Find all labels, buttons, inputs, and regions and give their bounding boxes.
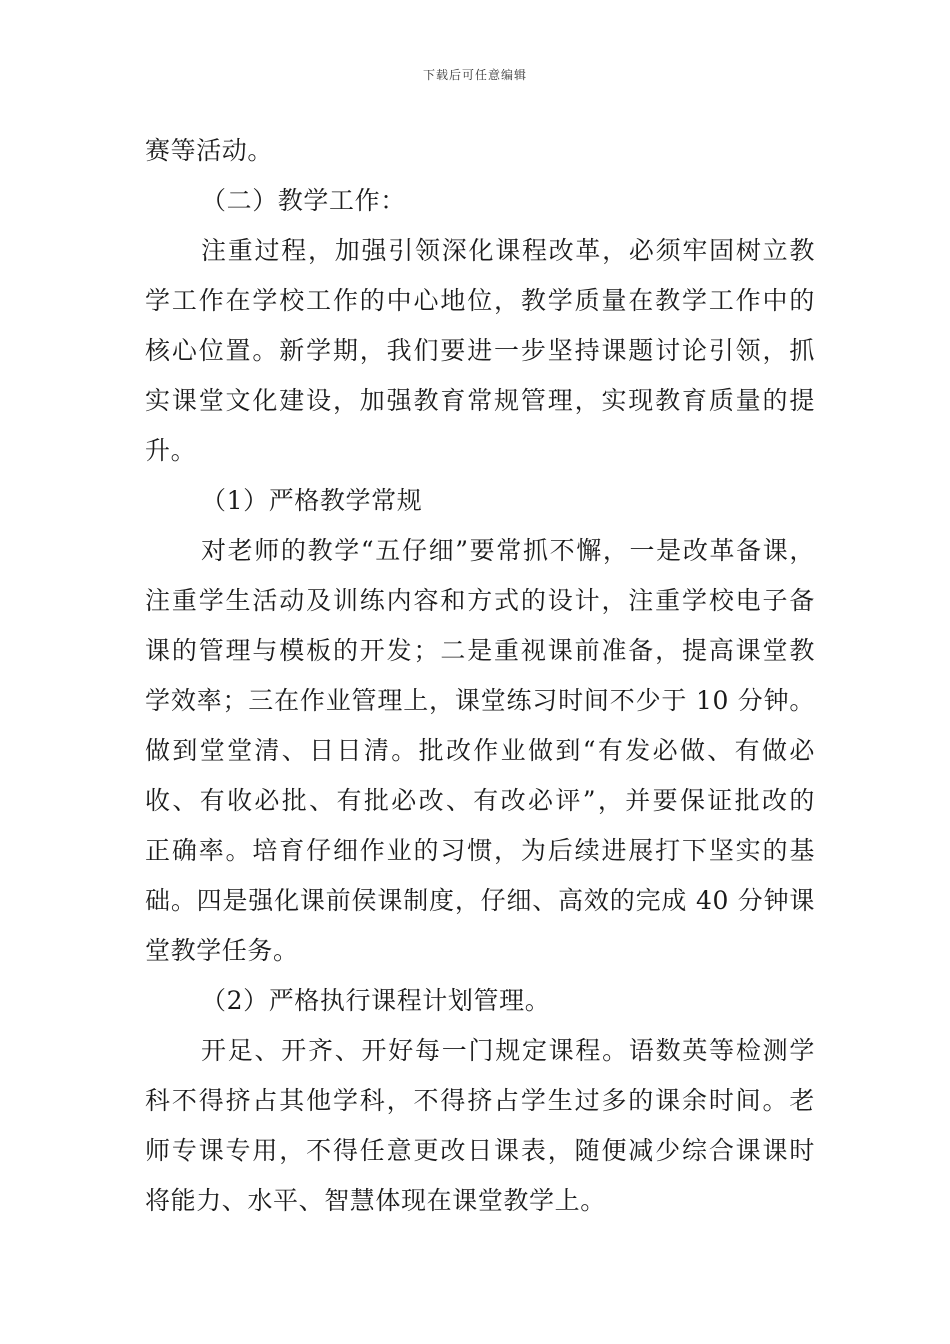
subsection-heading: （2）严格执行课程计划管理。 xyxy=(201,986,551,1015)
paragraph-line: 将能力、水平、智慧体现在课堂教学上。 xyxy=(145,1186,606,1215)
paragraph-line: 实课堂文化建设，加强教育常规管理，实现教育质量的提 xyxy=(145,386,815,415)
paragraph-line: 正确率。培育仔细作业的习惯，为后续进展打下坚实的基 xyxy=(145,836,815,865)
page-header: 下载后可任意编辑 xyxy=(422,68,527,82)
paragraph-line: 堂教学任务。 xyxy=(145,936,299,965)
paragraph-line: 注重学生活动及训练内容和方式的设计，注重学校电子备 xyxy=(145,586,815,615)
section-heading: （二）教学工作： xyxy=(201,186,406,215)
paragraph-line: 开足、开齐、开好每一门规定课程。语数英等检测学 xyxy=(201,1036,815,1065)
paragraph-line: 升。 xyxy=(145,436,197,465)
paragraph-line: 收、有收必批、有批必改、有改必评”，并要保证批改的 xyxy=(145,786,815,815)
paragraph-line: 对老师的教学“五仔细”要常抓不懈，一是改革备课， xyxy=(201,536,815,565)
paragraph-line: 核心位置。新学期，我们要进一步坚持课题讨论引领，抓 xyxy=(145,336,815,365)
paragraph-line: 学工作在学校工作的中心地位，教学质量在教学工作中的 xyxy=(145,286,815,315)
paragraph-line: 础。四是强化课前侯课制度，仔细、高效的完成 40 分钟课 xyxy=(145,886,815,915)
subsection-heading: （1）严格教学常规 xyxy=(201,486,423,515)
paragraph-line: 注重过程，加强引领深化课程改革，必须牢固树立教 xyxy=(201,236,815,265)
paragraph-line: 课的管理与模板的开发；二是重视课前准备，提高课堂教 xyxy=(145,636,815,665)
paragraph-line: 学效率；三在作业管理上，课堂练习时间不少于 10 分钟。 xyxy=(145,686,815,715)
paragraph-line: 做到堂堂清、日日清。批改作业做到“有发必做、有做必 xyxy=(145,736,815,765)
document-body xyxy=(145,126,815,1226)
paragraph-line: 师专课专用，不得任意更改日课表，随便减少综合课课时 xyxy=(145,1136,815,1165)
paragraph-line: 科不得挤占其他学科，不得挤占学生过多的课余时间。老 xyxy=(145,1086,815,1115)
paragraph-line: 赛等活动。 xyxy=(145,136,274,165)
